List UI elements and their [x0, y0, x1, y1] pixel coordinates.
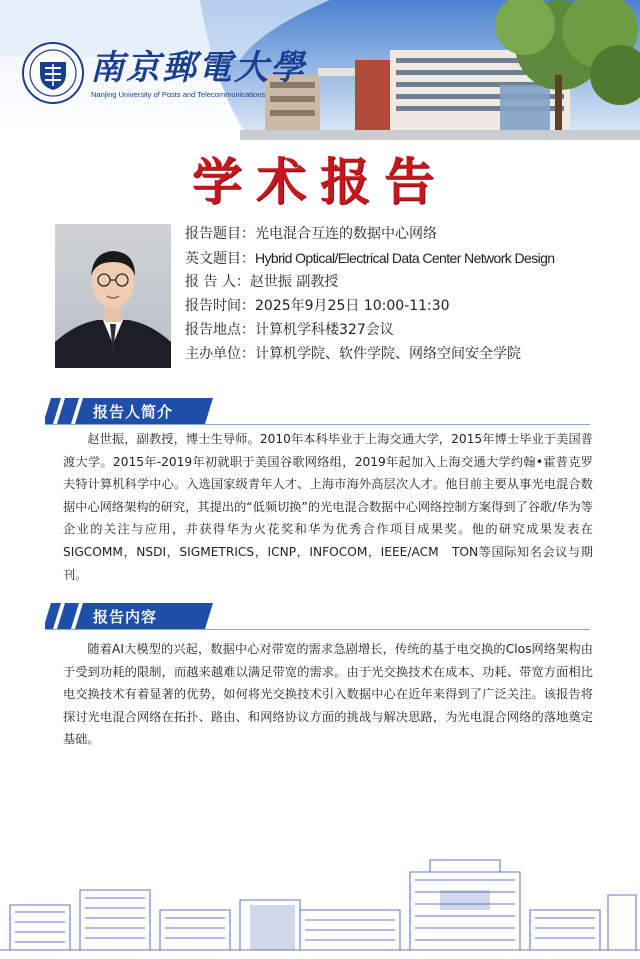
- poster-title: 学术报告: [192, 154, 448, 210]
- info-row-organizer: [185, 342, 625, 366]
- bio-section-title: 报告人简介: [93, 403, 174, 421]
- info-row-title: [185, 222, 625, 246]
- info-value: 计算机学科楼327会议: [255, 322, 394, 338]
- campus-line-drawing: [0, 850, 640, 959]
- info-label: 报告时间：: [185, 298, 255, 314]
- header-banner: [0, 0, 640, 140]
- content-paragraph: 随着AI大模型的兴起，数据中心对带宽的需求急剧增长，传统的基于电交换的Clos网络架构由于受到功耗的限制，而越来越难以满足带宽的需求。由于光交换技术在成本、功耗、带宽方面相比电交换技术有着显著的优势，如何将光交换技术引入数据中心在近年来得到了广泛关注。该报告将探讨光电混合网络在拓扑、路由、和网络协议方面的挑战与解决思路，为光电混合网络的落地奠定基础。: [63, 642, 593, 747]
- bio-section-divider: [45, 424, 590, 425]
- info-row-speaker: [185, 270, 625, 294]
- info-value: 2025年9月25日 10:00-11:30: [255, 298, 450, 314]
- info-value: Hybrid Optical/Electrical Data Center Network Design: [255, 250, 555, 266]
- university-name-en: Nanjing University of Posts and Telecommunications: [91, 90, 266, 99]
- info-row-time: [185, 294, 625, 318]
- info-row-location: [185, 318, 625, 342]
- content-section-header: [45, 603, 215, 629]
- info-value: 光电混合互连的数据中心网络: [255, 226, 437, 242]
- info-row-english-title: [185, 246, 625, 270]
- bio-section-header: [45, 398, 215, 424]
- info-label: 报 告 人：: [185, 274, 250, 290]
- speaker-info: [185, 222, 625, 366]
- university-seal-logo: [22, 42, 84, 104]
- info-label: 报告地点：: [185, 322, 255, 338]
- info-value: 计算机学院、软件学院、网络空间安全学院: [255, 346, 521, 362]
- info-value: 赵世振 副教授: [249, 274, 339, 290]
- content-section-title: 报告内容: [93, 608, 158, 626]
- info-label: 英文题目：: [185, 251, 255, 267]
- footer-campus-sketch: [0, 850, 640, 959]
- speaker-portrait-illustration: [55, 224, 171, 368]
- content-section-divider: [45, 629, 590, 630]
- speaker-photo: [55, 224, 171, 368]
- university-name-cn: 南京郵電大學: [90, 48, 306, 88]
- info-label: 报告题目：: [185, 226, 255, 242]
- bio-paragraph: 赵世振，副教授，博士生导师。2010年本科毕业于上海交通大学，2015年博士毕业于美国普渡大学。2015年-2019年初就职于美国谷歌网络组，2019年起加入上海交通大学约翰•霍普克罗夫特计算机科学中心。入选国家级青年人才、上海市海外高层次人才。他目前主要从事光电混合数据中心网络架构的研究，其提出的“低频切换”的光电混合数据中心网络控制方案得到了谷歌/华为等企业的关注与应用，并获得华为火花奖和华为优秀合作项目成果奖。他的研究成果发表在SIGCOMM，NSDI，SIGMETRICS，ICNP，INFOCOM，IEEE/ACM TON等国际知名会议与期刊。: [63, 432, 593, 582]
- info-label: 主办单位：: [185, 346, 255, 362]
